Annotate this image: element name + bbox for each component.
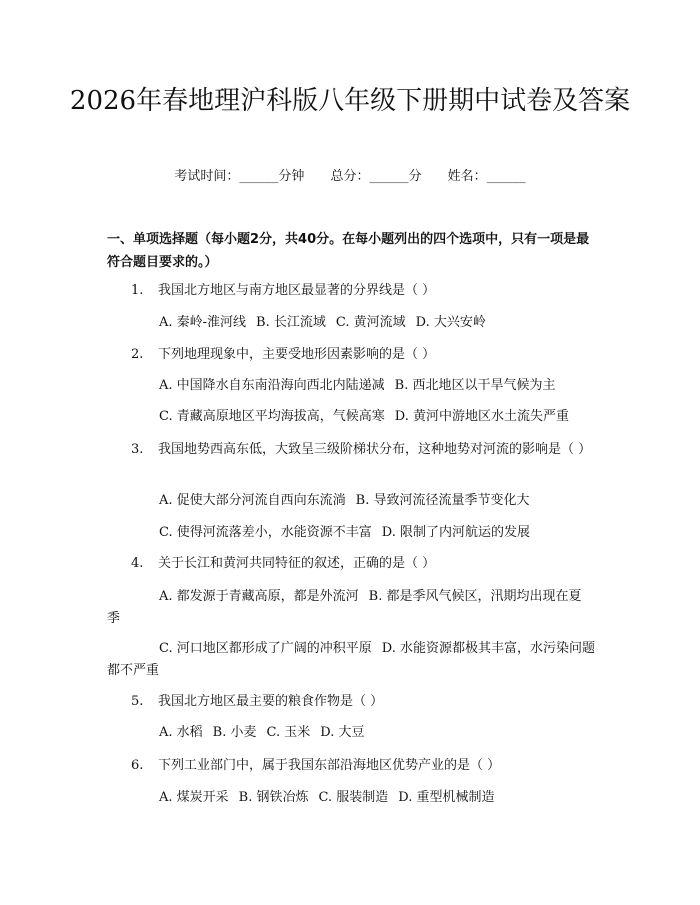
question-6-options: [107, 787, 600, 809]
question-stem: 我国北方地区最主要的粮食作物是（ ）: [158, 694, 384, 709]
option-c: C. 河口地区都形成了广阔的冲积平原: [159, 641, 372, 656]
question-number: 6.: [131, 758, 144, 773]
option-d: D. 大兴安岭: [415, 315, 486, 330]
section-heading: 一、单项选择题（每小题2分，共40分。在每小题列出的四个选项中，只有一项是最符合题目要求的。）: [107, 232, 590, 270]
question-number: 5.: [131, 694, 144, 709]
option-d: D. 限制了内河航运的发展: [381, 525, 530, 540]
exam-info-line: [0, 167, 700, 187]
option-a: A. 都发源于青藏高原，都是外流河: [159, 589, 359, 604]
question-1-options: [107, 312, 600, 334]
question-3-options-row-1: [107, 490, 600, 512]
student-name-label: 姓名：______: [447, 169, 526, 184]
page-title: 2026年春地理沪科版八年级下册期中试卷及答案: [69, 86, 631, 116]
option-b: B. 小麦: [212, 725, 257, 740]
total-score-label: 总分：______分: [330, 169, 422, 184]
question-4-options-row-1: [107, 586, 600, 630]
question-number: 4.: [131, 556, 144, 571]
question-number: 2.: [131, 347, 144, 362]
option-a: A. 水稻: [159, 725, 203, 740]
exam-time-label: 考试时间：______分钟: [174, 169, 305, 184]
option-a: A. 秦岭-淮河线: [159, 315, 247, 330]
question-5-options: [107, 722, 600, 744]
option-c: C. 服装制造: [318, 790, 389, 805]
question-number: 3.: [131, 442, 144, 457]
question-2-options-row-1: [107, 375, 600, 397]
option-c: C. 青藏高原地区平均海拔高，气候高寒: [159, 409, 385, 424]
option-a: A. 促使大部分河流自西向东流淌: [159, 493, 346, 508]
question-4: [107, 553, 600, 575]
option-b: B. 钢铁冶炼: [238, 790, 309, 805]
question-stem: 关于长江和黄河共同特征的叙述，正确的是（ ）: [158, 556, 436, 571]
question-4-options-row-2: [107, 638, 600, 682]
option-b: B. 西北地区以干旱气候为主: [394, 378, 556, 393]
question-stem: 我国北方地区与南方地区最显著的分界线是（ ）: [158, 283, 436, 298]
option-d: D. 大豆: [320, 725, 365, 740]
question-2-options-row-2: [107, 406, 600, 428]
question-2: [107, 344, 600, 366]
question-1: [107, 280, 600, 302]
question-stem: 我国地势西高东低，大致呈三级阶梯状分布，这种地势对河流的影响是（ ）: [158, 442, 592, 457]
question-3: [107, 439, 600, 461]
option-d: D. 黄河中游地区水土流失严重: [394, 409, 569, 424]
question-5: [107, 691, 600, 713]
question-number: 1.: [131, 283, 144, 298]
option-a: A. 煤炭开采: [159, 790, 229, 805]
option-b: B. 长江流域: [256, 315, 326, 330]
question-stem: 下列地理现象中，主要受地形因素影响的是（ ）: [158, 347, 436, 362]
question-3-options-row-2: [107, 522, 600, 544]
option-d: D. 重型机械制造: [398, 790, 495, 805]
option-c: C. 玉米: [266, 725, 311, 740]
option-d: D. 水能资源都极其丰富，水污染问题都不严重: [107, 641, 595, 678]
option-c: C. 黄河流域: [335, 315, 406, 330]
option-b: B. 都是季风气候区，汛期均出现在夏季: [107, 589, 582, 626]
option-c: C. 使得河流落差小，水能资源不丰富: [159, 525, 372, 540]
question-stem: 下列工业部门中，属于我国东部沿海地区优势产业的是（ ）: [158, 758, 501, 773]
option-a: A. 中国降水自东南沿海向西北内陆递减: [159, 378, 385, 393]
option-b: B. 导致河流径流量季节变化大: [355, 493, 530, 508]
question-6: [107, 755, 600, 777]
